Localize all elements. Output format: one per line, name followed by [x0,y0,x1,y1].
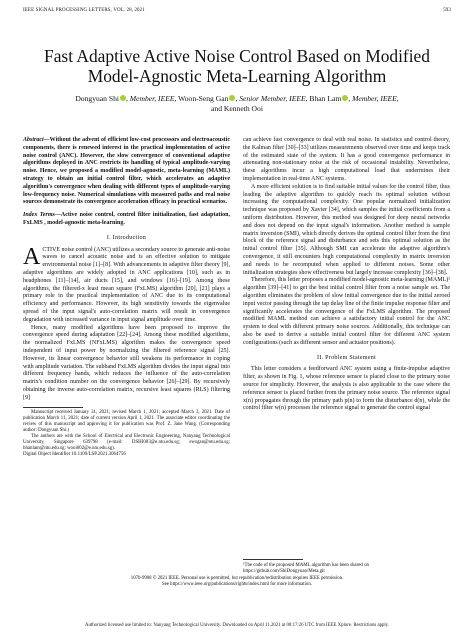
page-number: 593 [443,8,451,13]
intro-text: CTIVE noise control (ANC) utilizes a secondary source to generate anti-noise waves to cancel acoustic noise and is an effective solution to mitigate environmental noise [1]–[8]. With advancements in adaptive filter theory [9], adaptive algorithms are widely adopted in ANC applications [10], such as in headphones [11]–[14], air ducts [15], and windows [16]–[19]. Among these algorithms, the filtered-x least mean square (FxLMS) algorithm [20], [21] plays a primary role in the practical implementation of ANC due to its computational efficiency and performance. However, its high sensitivity towards the eigenvalue spread of the input signal's auto-correlation matrix will result in convergence degradation with increased variance in input signal amplitude over time. [23,246,230,323]
index-terms-text: —Active noise control, control filter initialization, fast adaptation, FxLMS , model-agnostic meta-learning. [23,212,230,226]
orcid-icon[interactable] [229,95,235,101]
body-paragraph: Therefore, this letter proposes a modified model-agnostic meta-learning (MAML)¹ algorithm [39]–[41] to get the best initial control filter from a noise sample set. The algorithm eliminates the problem of slow initial convergence due to the initial zeroed input vector passing through the tap delay line of the finite impulse response filter and significantly accelerates the convergence of the FxLMS algorithm. The proposed modified MAML method can achieve a satisfactory initial control for the ANC system to deal with different primary noise sources. Additionally, this technique can also be used to derive a suitable initial control filter for different ANC system configurations (such as different sensor and actuator positions). [243,277,450,346]
paper-title: Fast Adaptive Active Noise Control Based on Modified Model-Agnostic Meta-Learning Algorithm [44,46,430,86]
download-notice-bar: Authorized licensed use limited to: Nanyang Technological University. Downloaded on April 11,2021 at 08:17:26 UTC from IEEE Xplore. Restrictions apply. [85,623,389,628]
footnote-doi: Digital Object Identifier 10.1109/LSP.2021.3064756 [23,451,126,457]
right-column [243,137,450,413]
author-role: Member, IEEE [129,94,175,103]
left-column [23,137,230,458]
section-heading: II. Problem Statement [316,354,377,361]
abstract-text: —Without the advent of efficient low-cost processors and electroacoustic components, there is renewed interest in the practical implementation of active noise control (ANC). However, the slow convergence of conventional adaptive algorithms deployed in ANC restricts its handling of typical amplitude-varying noise. Hence, we proposed a modified model-agnostic, meta-learning (MAML) strategy to obtain an initial control filter, which accelerates an adaptive algorithm's convergence when dealing with different types of amplitude-varying low-frequency noise. Numerical simulations with measured paths and real noise sources demonstrate its convergence acceleration efficacy in practical scenarios. [23,137,230,206]
footnote-code-text[interactable]: ¹The code of the proposed MAML algorithm has been shared on https://github.com/ShiDongyuan/Meta.git [243,563,369,574]
author-name: Bhan Lam [309,94,342,103]
footnote-manuscript: Manuscript received January 31, 2021; revised March 1, 2021; accepted March 3, 2021. Date of publication March 11, 2021; date of current version April 1, 2021. The associate editor coordinating the review of this manuscript and approving it for publication was Prof. Z. Jane Wang. (Corresponding author: Dongyuan Shi.) [23,409,230,433]
author-role: Member, IEEE, [352,94,399,103]
footnote-affiliation: The authors are with the School of Electrical and Electronic Engineering, Nanyang Technological University, Singapore 639798 (e-mail: DSHI003@e.ntu.edu.sg; ewsgan@ntu.edu.sg; bhanlam@ntu.edu.sg; wooi002@e.ntu.edu.sg). [23,433,230,451]
orcid-icon[interactable] [120,95,126,101]
intro-paragraph [23,243,230,325]
abstract-label: Abstract [23,137,44,143]
copyright-line: 1070-9908 © 2021 IEEE. Personal use is permitted, but republication/redistribution requires IEEE permission. [130,576,344,581]
body-paragraph: A more efficient solution is to find suitable initial values for the control filter, thus leading the adaptive algorithm to quickly reach its optimal solution without increasing the computational complexity. One popular normalized initialization technique was proposed by Xavier [34], which samples the initial coefficients from a uniform distribution. However, this method was designed for deep neural networks and does not depend on the input signal's information. Another method is sample matrix inversion (SMI), which directly derives the optimal control filter from the first block of the reference signal and disturbance and sets this optimal solution as the initial control filter [35]. Although SMI can accelerate the adaptive algorithm's convergence, it still encounters high computational complexity in matrix inversion and needs to be recomputed when applied to different noises. Some other initialization strategies show effectiveness but largely increase complexity [36]–[38]. [243,183,450,276]
orcid-icon[interactable] [342,95,348,101]
author-list: Dongyuan Shi , Member, IEEE, Woon-Seng Gan , Senior Member, IEEE, Bhan Lam , Member, IEEE, and Kenneth Ooi [75,94,399,113]
body-paragraph: can achieve fast convergence to deal with real noise. In statistics and control theory, the Kalman filter [30]–[33] utilizes measurements observed over time and keeps track of the estimated state of the system. It has a good convergence performance in attenuating non-stationary noise at the risk of occasional instability. Nevertheless, these algorithms incur a high computational load that undermines their implementation in real-time ANC systems. [243,137,450,182]
index-terms [23,212,230,228]
body-paragraph: This letter considers a feedforward ANC system using a finite-impulse adaptive filter, as shown in Fig. 1, whose reference sensor is placed close to the primary noise source for simplicity. However, the analysis is also applicable to the case where the reference sensor is placed further from the primary noise source. The reference signal x(n) propagates through the primary path p(n) to form the disturbance d(n), while the control filter w(n) processes the reference signal to generate the control signal [243,366,450,412]
abstract [23,137,230,207]
footnote-divider [23,407,83,408]
rights-link[interactable]: See https://www.ieee.org/publications/rights/index.html for more information. [162,582,312,588]
drop-cap: A [23,243,41,270]
running-head [23,8,451,17]
copyright-notice [23,576,451,589]
author-name: and Kenneth Ooi [211,104,263,113]
index-terms-label: Index Terms [23,212,55,219]
section-heading: I. Introduction [106,234,147,241]
footnote-code [243,555,450,575]
journal-name: IEEE SIGNAL PROCESSING LETTERS, VOL. 28, 2021 [23,8,145,13]
footnote-divider [243,559,303,560]
author-name: Woon-Seng Gan [178,94,229,103]
author-role: Senior Member, IEEE [239,94,306,103]
body-paragraph: Hence, many modified algorithms have been proposed to improve the convergence speed during adaptation [22]–[24]. Among these modified algorithms, the normalized FxLMS (NFxLMS) algorithm makes the convergence speed independent of input power by normalizing the filtered reference signal [25]. However, its linear convergence behavior still weakens its performance in coping with amplitude variation. The subband FxLMS algorithm divides the input signal into different frequency bands, which reduces the influence of the auto-correlation matrix's condition number on the convergence behavior [26]–[29]. By recursively obtaining the inverse auto-correlation matrix, recursive least squares (RLS) filtering [9] [23,324,230,401]
author-name: Dongyuan Shi [75,94,119,103]
